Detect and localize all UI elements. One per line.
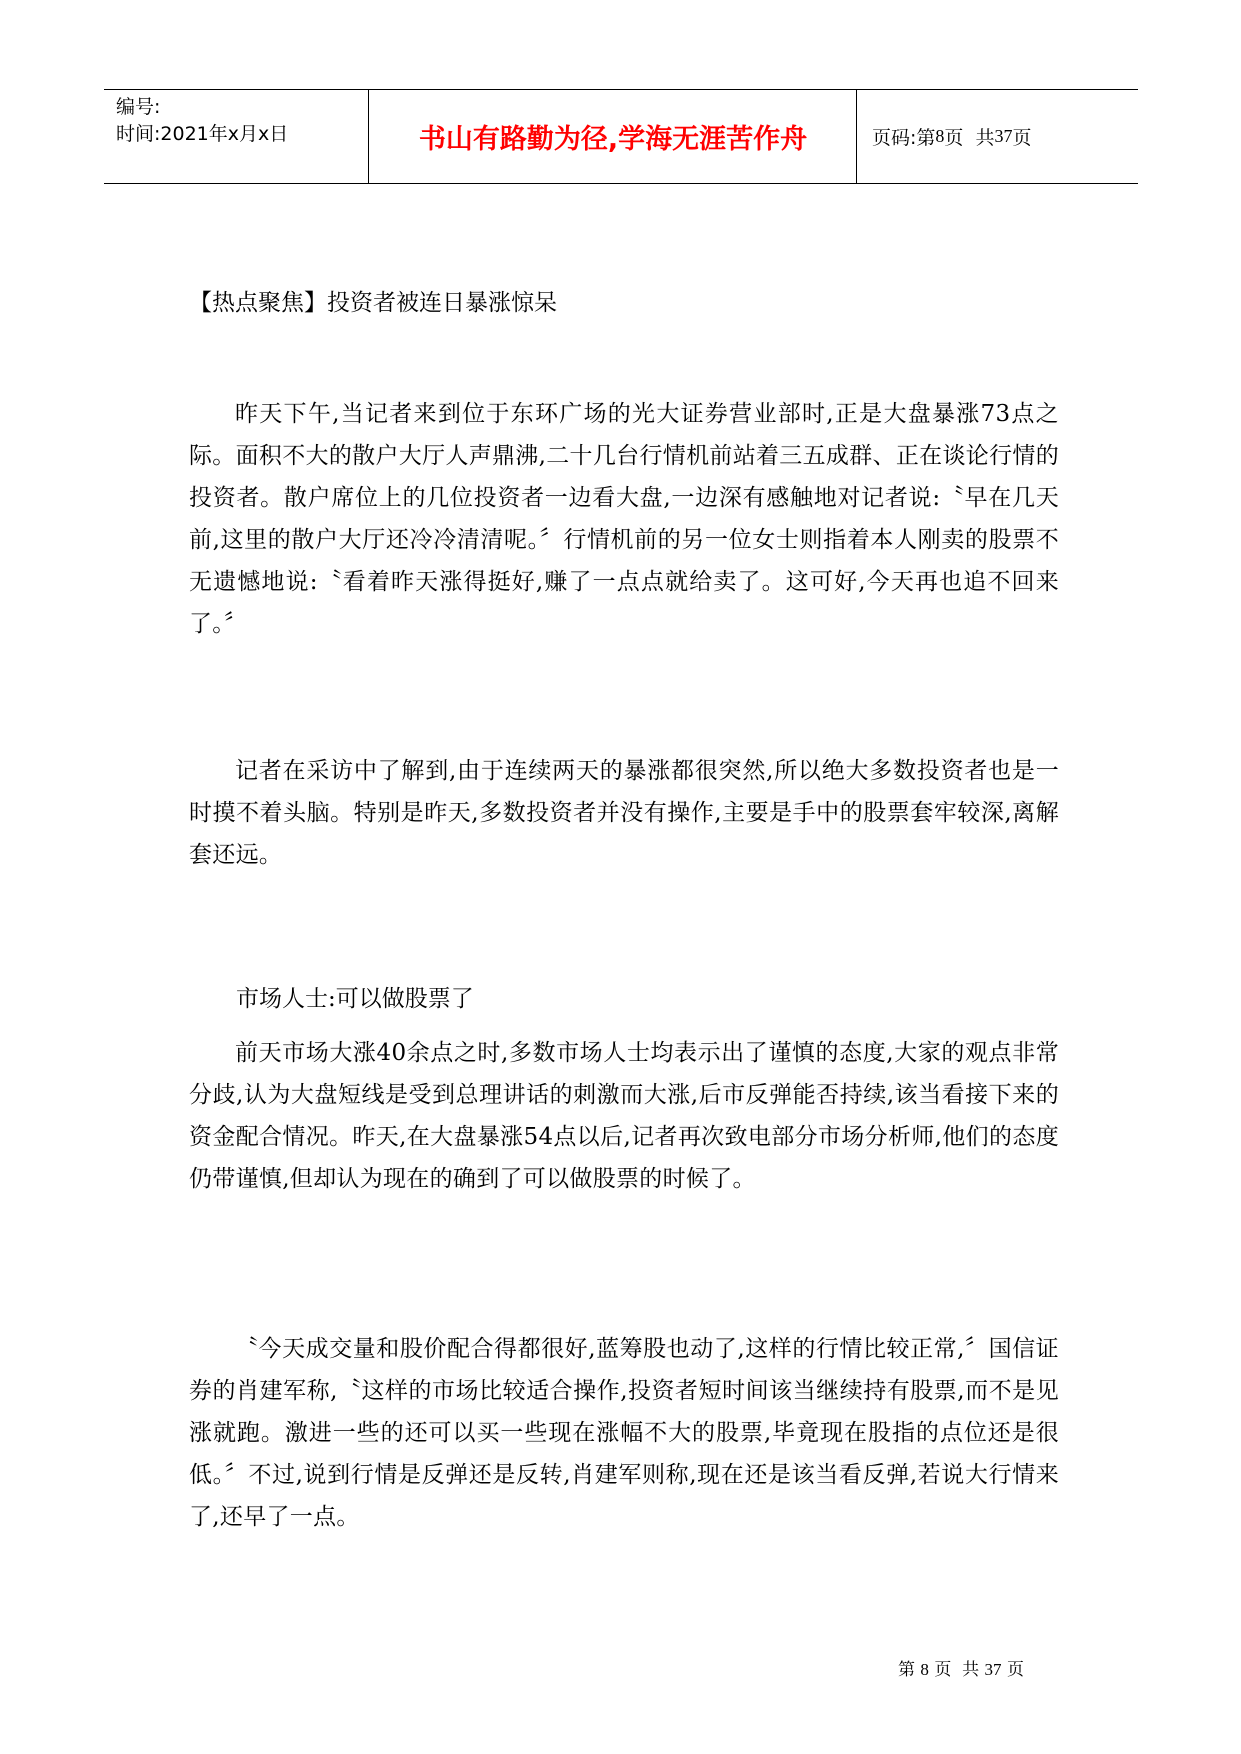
time-label: 时间:2021年x月x日: [116, 123, 289, 145]
header-meta: [116, 94, 366, 148]
page-header: [104, 89, 1138, 184]
footer-page-total: 37: [984, 1660, 1002, 1679]
header-motto: 书山有路勤为径,学海无涯苦作舟: [418, 124, 808, 155]
page-footer: [898, 1655, 1024, 1680]
article-heading: 【热点聚焦】投资者被连日暴涨惊呆: [189, 290, 557, 316]
section-subheading: 市场人士:可以做股票了: [236, 986, 474, 1012]
paragraph-3: 前天市场大涨40余点之时,多数市场人士均表示出了谨慎的态度,大家的观点非常分歧,认为大盘短线是受到总理讲话的刺激而大涨,后市反弹能否持续,该当看接下来的资金配合情况。昨天,在大盘暴涨54点以后,记者再次致电部分市场分析师,他们的态度仍带谨慎,但却认为现在的确到了可以做股票的时候了。: [189, 1040, 1059, 1192]
header-divider-right: [856, 90, 857, 183]
serial-number-label: 编号:: [116, 96, 161, 118]
header-page-suffix: 页: [1012, 127, 1032, 149]
footer-prefix: 第: [898, 1660, 915, 1680]
header-divider-left: [368, 90, 369, 183]
paragraph-1: 昨天下午,当记者来到位于东环广场的光大证券营业部时,正是大盘暴涨73点之际。面积不大的散户大厅人声鼎沸,二十几台行情机前站着三五成群、正在谈论行情的投资者。散户席位上的几位投资者一边看大盘,一边深有感触地对记者说:〝早在几天前,这里的散户大厅还冷冷清清呢。〞行情机前的另一位女士则指着本人刚卖的股票不无遗憾地说:〝看着昨天涨得挺好,赚了一点点就给卖了。这可好,今天再也追不回来了。〞: [189, 401, 1059, 637]
footer-mid: 页 共: [934, 1660, 980, 1680]
footer-page-current: 8: [920, 1660, 929, 1679]
header-page-total: 37: [994, 126, 1013, 146]
paragraph-2: 记者在采访中了解到,由于连续两天的暴涨都很突然,所以绝大多数投资者也是一时摸不着头脑。特别是昨天,多数投资者并没有操作,主要是手中的股票套牢较深,离解套还远。: [189, 758, 1059, 868]
footer-suffix: 页: [1006, 1660, 1024, 1680]
header-page-current: 8: [935, 126, 945, 146]
header-page-mid: 页 共: [944, 127, 995, 149]
header-page-number: [872, 90, 1134, 183]
header-page-prefix: 页码:第: [872, 127, 936, 149]
paragraph-4: 〝今天成交量和股价配合得都很好,蓝筹股也动了,这样的行情比较正常,〞国信证券的肖建军称,〝这样的市场比较适合操作,投资者短时间该当继续持有股票,而不是见涨就跑。激进一些的还可以买一些现在涨幅不大的股票,毕竟现在股指的点位还是很低。〞不过,说到行情是反弹还是反转,肖建军则称,现在还是该当看反弹,若说大行情来了,还早了一点。: [189, 1336, 1059, 1530]
